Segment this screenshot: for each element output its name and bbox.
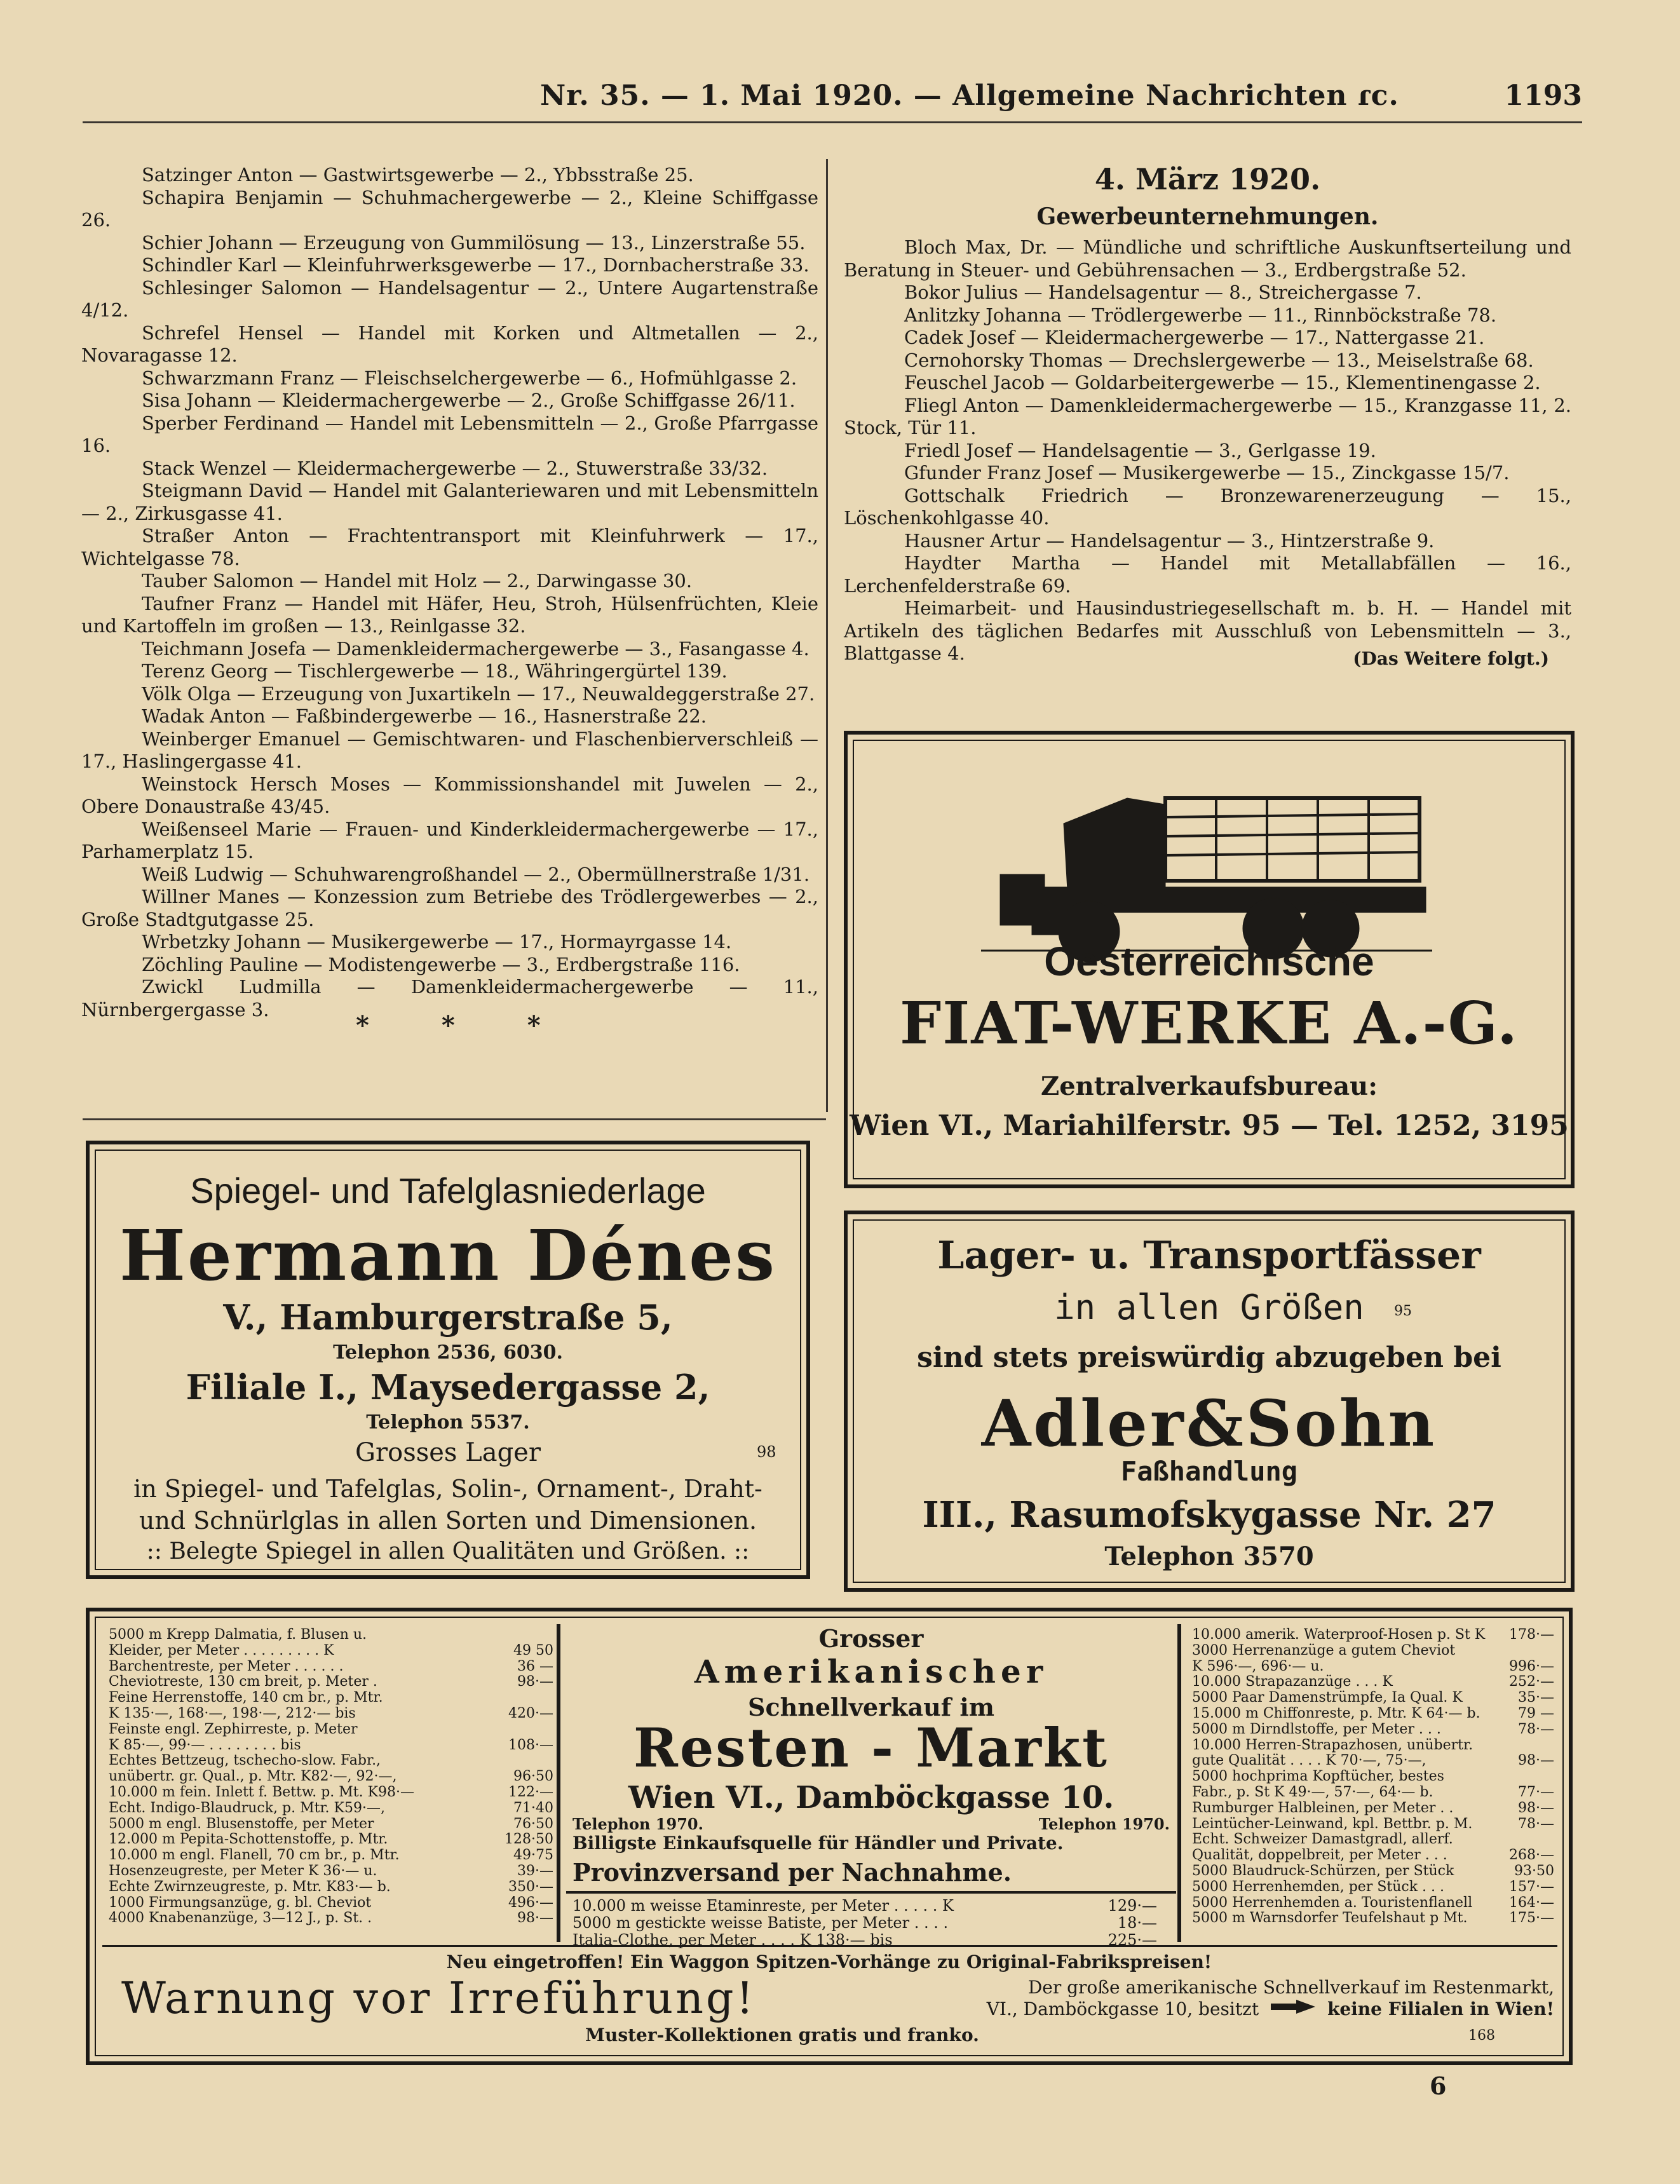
fiat-line3: Zentralverkaufsbureau: (1041, 1071, 1378, 1101)
ad-adler (844, 1211, 1575, 1592)
price-row (1192, 1674, 1554, 1690)
price-item: K 135·—, 168·—, 198·—, 212·— bis (109, 1705, 356, 1721)
section-stars: * * * (356, 1010, 572, 1040)
page-header (83, 79, 1582, 118)
price-value: 77·— (1518, 1784, 1554, 1800)
price-row (1192, 1801, 1554, 1817)
price-item: Echt. Schweizer Damastgradl, allerf. (1192, 1831, 1453, 1848)
resten-muster: Muster-Kollektionen gratis und franko. (585, 2025, 979, 2045)
price-row (1192, 1738, 1554, 1754)
adler-line3: sind stets preiswürdig abzugeben bei (917, 1341, 1501, 1374)
price-value: 996·— (1509, 1658, 1554, 1674)
price-row (1192, 1785, 1554, 1801)
entry: Straßer Anton — Frachtentransport mit Kleinfuhrwerk — 17., Wichtelgasse 78. (81, 525, 818, 569)
price-value: 49 50 (513, 1642, 553, 1658)
resten-tel-left: Telephon 1970. (572, 1815, 703, 1833)
price-item: 5000 Blaudruck-Schürzen, per Stück (1192, 1862, 1454, 1879)
footer-number: 6 (1430, 2072, 1447, 2100)
price-value: 350·— (508, 1878, 553, 1895)
resten-warn-r1: Der große amerikanische Schnellverkauf im Restenmarkt, (1027, 1977, 1554, 1998)
entry: Schrefel Hensel — Handel mit Korken und Altmetallen — 2., Novaragasse 12. (81, 322, 818, 366)
price-row (109, 1738, 553, 1754)
entry: Wadak Anton — Faßbindergewerbe — 16., Hasnerstraße 22. (142, 705, 707, 727)
ad-denes (86, 1141, 810, 1579)
price-item: 10.000 m weisse Etaminreste, per Meter . . . . . K (572, 1897, 954, 1915)
entry: Weißenseel Marie — Frauen- und Kinderkleidermachergewerbe — 17., Parhamerplatz 15. (81, 818, 818, 862)
price-value: 252·— (1509, 1674, 1554, 1690)
price-item: 3000 Herrenanzüge a gutem Cheviot (1192, 1642, 1456, 1658)
resten-warn-right (893, 1977, 1554, 2020)
price-value: 18·— (1117, 1914, 1157, 1932)
price-row (1192, 1911, 1554, 1927)
resten-center-list (572, 1897, 1157, 1949)
price-row (109, 1769, 553, 1785)
entry: Haydter Martha — Handel mit Metallabfällen — 16., Lerchenfelderstraße 69. (844, 552, 1571, 597)
right-column-entries (844, 236, 1571, 665)
header-title: Nr. 35. — 1. Mai 1920. — Allgemeine Nachrichten ɾc. (540, 79, 1399, 112)
entry: Schier Johann — Erzeugung von Gummilösung — 13., Linzerstraße 55. (142, 231, 806, 254)
price-value: 496·— (508, 1894, 553, 1911)
price-value: 76·50 (513, 1815, 553, 1832)
entry: Wrbetzky Johann — Musikergewerbe — 17., Hormayrgasse 14. (142, 931, 732, 953)
price-row (109, 1643, 553, 1659)
section-heading: Gewerbeunternehmungen. (1036, 203, 1379, 230)
resten-provinz: Provinzversand per Nachnahme. (572, 1858, 1012, 1887)
resten-warn-r2: VI., Damböckgasse 10, besitzt (986, 1998, 1259, 2019)
price-value: 420·— (508, 1705, 553, 1721)
price-item: Echt. Indigo-Blaudruck, p. Mtr. K59·—, (109, 1800, 385, 1816)
price-item: K 85·—, 99·— . . . . . . . . bis (109, 1737, 301, 1753)
fiat-name: FIAT-WERKE A.-G. (899, 989, 1519, 1057)
fiat-line1: Oesterreichische (1044, 939, 1374, 984)
price-item: 5000 hochprima Kopftücher, bestes (1192, 1768, 1444, 1785)
entry: Gottschalk Friedrich — Bronzewarenerzeugung — 15., Löschenkohlgasse 40. (844, 484, 1571, 529)
price-item: Italia-Clothe, per Meter . . . . K 138·— bis (572, 1931, 893, 1949)
page-number: 1193 (1504, 79, 1582, 112)
price-row (1192, 1690, 1554, 1706)
price-row (1192, 1817, 1554, 1833)
price-row (1192, 1722, 1554, 1738)
price-item: Fabr., p. St K 49·—, 57·—, 64·— b. (1192, 1784, 1433, 1800)
price-item: 12.000 m Pepita-Schottenstoffe, p. Mtr. (109, 1831, 388, 1848)
price-row (1192, 1627, 1554, 1643)
price-value: 128·50 (505, 1831, 553, 1848)
entry: Stack Wenzel — Kleidermachergewerbe — 2., Stuwerstraße 33/32. (142, 457, 768, 479)
price-item: Echtes Bettzeug, tschecho-slow. Fabr., (109, 1753, 381, 1769)
adler-num: 95 (1394, 1303, 1412, 1319)
price-row (109, 1690, 553, 1706)
denes-name: Hermann Dénes (119, 1214, 777, 1296)
entry: Anlitzky Johanna — Trödlergewerbe — 11., Rinnböckstraße 78. (904, 304, 1497, 326)
price-value: 157·— (1509, 1878, 1554, 1895)
resten-schnellverkauf: Schnellverkauf im (748, 1693, 994, 1721)
price-item: Echte Zwirnzeugreste, p. Mtr. K83·— b. (109, 1878, 391, 1895)
resten-markt: Resten - Markt (633, 1716, 1109, 1779)
adler-addr: III., Rasumofskygasse Nr. 27 (922, 1494, 1496, 1536)
price-item: Leintücher-Leinwand, kpl. Bettbr. p. M. (1192, 1815, 1473, 1832)
entry: Schwarzmann Franz — Fleischselchergewerbe — 6., Hofmühlgasse 2. (142, 367, 797, 389)
resten-warnung: Warnung vor Irreführung! (121, 1974, 756, 2024)
price-value: 71·40 (513, 1800, 553, 1816)
entry: Fliegl Anton — Damenkleidermachergewerbe — 15., Kranzgasse 11, 2. Stock, Tür 11. (844, 394, 1571, 438)
price-row (1192, 1880, 1554, 1896)
adler-tel: Telephon 3570 (1104, 1542, 1314, 1571)
price-value: 268·— (1509, 1847, 1554, 1864)
price-row (1192, 1706, 1554, 1722)
price-row (109, 1911, 553, 1927)
price-item: Kleider, per Meter . . . . . . . . . K (109, 1642, 334, 1658)
price-row (109, 1722, 553, 1738)
entry: Sperber Ferdinand — Handel mit Lebensmitteln — 2., Große Pfarrgasse 16. (81, 412, 818, 456)
adler-name: Adler&Sohn (981, 1386, 1437, 1461)
price-row (109, 1817, 553, 1833)
price-item: 5000 m Dirndlstoffe, per Meter . . . (1192, 1721, 1441, 1737)
price-value: 178·— (1509, 1627, 1554, 1643)
denes-body2: und Schnürlglas in allen Sorten und Dimensionen. (139, 1507, 757, 1535)
price-item: 5000 Paar Damenstrümpfe, Ia Qual. K (1192, 1690, 1463, 1706)
price-value: 98·— (517, 1910, 553, 1927)
price-value: 98·— (517, 1674, 553, 1690)
price-row (109, 1880, 553, 1896)
entry: Zöchling Pauline — Modistengewerbe — 3., Erdbergstraße 116. (142, 953, 740, 975)
price-row (109, 1848, 553, 1864)
price-item: unübertr. gr. Qual., p. Mtr. K82·—, 92·—, (109, 1768, 397, 1785)
price-row (1192, 1643, 1554, 1659)
price-value: 129·— (1108, 1897, 1157, 1915)
price-row (109, 1832, 553, 1848)
price-row (1192, 1832, 1554, 1848)
entry: Gfunder Franz Josef — Musikergewerbe — 15., Zinckgasse 15/7. (904, 462, 1510, 484)
pointing-hand-icon (1271, 1998, 1315, 2020)
resten-neu: Neu eingetroffen! Ein Waggon Spitzen-Vorhänge zu Original-Fabrikspreisen! (446, 1951, 1212, 1972)
price-item: 15.000 m Chiffonreste, p. Mtr. K 64·— b. (1192, 1705, 1480, 1721)
price-value: 122·— (508, 1784, 553, 1800)
entry: Schlesinger Salomon — Handelsagentur — 2., Untere Augartenstraße 4/12. (81, 276, 818, 321)
price-item: 10.000 Strapazanzüge . . . K (1192, 1674, 1393, 1690)
left-rule (83, 1118, 826, 1120)
price-item: 5000 m engl. Blusenstoffe, per Meter (109, 1815, 374, 1832)
price-item: 10.000 amerik. Waterproof-Hosen p. St K (1192, 1627, 1486, 1643)
entry: Friedl Josef — Handelsagentie — 3., Gerlgasse 19. (904, 439, 1376, 461)
entry: Weinberger Emanuel — Gemischtwaren- und Flaschenbierverschleiß — 17., Haslingergasse 41. (81, 728, 818, 772)
ad-resten (86, 1608, 1573, 2065)
entry: Zwickl Ludmilla — Damenkleidermachergewerbe — 11., Nürnbergergasse 3. (81, 976, 818, 1021)
price-row (109, 1753, 553, 1769)
price-row (1192, 1848, 1554, 1864)
price-value: 96·50 (513, 1768, 553, 1785)
price-row (572, 1915, 1157, 1932)
header-rule (83, 121, 1582, 123)
price-row (109, 1785, 553, 1801)
price-item: 5000 m gestickte weisse Batiste, per Meter . . . . (572, 1914, 949, 1932)
entry: Terenz Georg — Tischlergewerbe — 18., Währingergürtel 139. (142, 660, 728, 682)
price-item: 5000 Herrenhemden a. Touristenflanell (1192, 1894, 1473, 1911)
price-row (109, 1674, 553, 1690)
price-item: Cheviotreste, 130 cm breit, p. Meter . (109, 1674, 377, 1690)
price-item: 5000 Herrenhemden, per Stück . . . (1192, 1878, 1445, 1895)
entry: Cadek Josef — Kleidermachergewerbe — 17., Nattergasse 21. (904, 327, 1485, 348)
resten-billigste: Billigste Einkaufsquelle für Händler und Private. (572, 1833, 1064, 1854)
price-row (109, 1896, 553, 1911)
resten-center (566, 1624, 1176, 1949)
resten-right-list (1192, 1627, 1554, 1927)
entry: Tauber Salomon — Handel mit Holz — 2., Darwingasse 30. (142, 570, 693, 592)
resten-warn-r3: keine Filialen in Wien! (1327, 1998, 1554, 2019)
adler-line2: in allen Größen (1054, 1287, 1364, 1327)
entry: Teichmann Josefa — Damenkleidermachergewerbe — 3., Fasangasse 4. (142, 637, 810, 660)
price-row (109, 1864, 553, 1880)
resten-tel-right: Telephon 1970. (1039, 1815, 1170, 1833)
price-item: Qualität, doppelbreit, per Meter . . . (1192, 1847, 1447, 1864)
entry: Schindler Karl — Kleinfuhrwerksgewerbe — 17., Dornbacherstraße 33. (142, 254, 810, 276)
ad-fiat (844, 731, 1575, 1188)
entry: Weinstock Hersch Moses — Kommissionshandel mit Juwelen — 2., Obere Donaustraße 43/45. (81, 773, 818, 817)
denes-lager: Grosses Lager (355, 1438, 541, 1467)
entry: Steigmann David — Handel mit Galanteriewaren und mit Lebensmitteln — 2., Zirkusgasse 41. (81, 480, 818, 524)
denes-num: 98 (757, 1443, 776, 1461)
price-row (1192, 1864, 1554, 1880)
price-value: 98·— (1518, 1753, 1554, 1769)
price-item: 5000 m Krepp Dalmatia, f. Blusen u. (109, 1627, 367, 1643)
resten-grosser: Grosser (818, 1624, 924, 1653)
price-value: 93·50 (1514, 1862, 1554, 1879)
date-heading: 4. März 1920. (1094, 162, 1321, 196)
price-value: 164·— (1509, 1894, 1554, 1911)
resten-addr: Wien VI., Damböckgasse 10. (628, 1780, 1114, 1815)
adler-line4: Faßhandlung (1120, 1456, 1298, 1487)
price-item: K 596·—, 696·— u. (1192, 1658, 1324, 1674)
entry: Taufner Franz — Handel mit Häfer, Heu, Stroh, Hülsenfrüchten, Kleie und Kartoffeln im großen — 13., Reinlgasse 32. (81, 592, 818, 637)
price-item: 1000 Firmungsanzüge, g. bl. Cheviot (109, 1894, 372, 1911)
price-item: 5000 m Warnsdorfer Teufelshaut p Mt. (1192, 1910, 1468, 1927)
entry: Schapira Benjamin — Schuhmachergewerbe — 2., Kleine Schiffgasse 26. (81, 186, 818, 231)
entry: Bokor Julius — Handelsagentur — 8., Streichergasse 7. (904, 281, 1422, 303)
denes-tel2: Telephon 5537. (366, 1411, 530, 1434)
price-value: 36 — (517, 1658, 553, 1674)
price-row (109, 1801, 553, 1817)
price-value: 108·— (508, 1737, 553, 1753)
price-row (1192, 1659, 1554, 1675)
denes-body3: :: Belegte Spiegel in allen Qualitäten und Größen. :: (146, 1538, 750, 1564)
denes-addr1: V., Hamburgerstraße 5, (223, 1297, 673, 1338)
entry: Weiß Ludwig — Schuhwarengroßhandel — 2., Obermüllnerstraße 1/31. (142, 863, 810, 885)
column-divider (826, 159, 828, 1112)
price-value: 78·— (1518, 1721, 1554, 1737)
continued-note: (Das Weitere folgt.) (1353, 648, 1549, 669)
price-value: 49·75 (513, 1847, 553, 1864)
price-item: Hosenzeugreste, per Meter K 36·— u. (109, 1862, 377, 1879)
price-item: Rumburger Halbleinen, per Meter . . (1192, 1800, 1454, 1816)
price-row (109, 1659, 553, 1675)
price-item: Feinste engl. Zephirreste, p. Meter (109, 1721, 358, 1737)
entry: Willner Manes — Konzession zum Betriebe des Trödlergewerbes — 2., Große Stadtgutgasse 25. (81, 886, 818, 930)
entry: Cernohorsky Thomas — Drechslergewerbe — 13., Meiselstraße 68. (904, 349, 1534, 371)
price-item: 4000 Knabenanzüge, 3—12 J., p. St. . (109, 1910, 372, 1927)
price-value: 175·— (1509, 1910, 1554, 1927)
entry: Satzinger Anton — Gastwirtsgewerbe — 2., Ybbsstraße 25. (142, 164, 694, 186)
price-item: Barchentreste, per Meter . . . . . . (109, 1658, 344, 1674)
price-row (1192, 1896, 1554, 1911)
denes-body1: in Spiegel- und Tafelglas, Solin-, Ornament-, Draht- (133, 1475, 762, 1503)
entry: Bloch Max, Dr. — Mündliche und schriftliche Auskunftserteilung und Beratung in Steuer- und Gebührensachen — 3., Erdbergstraße 52. (844, 236, 1571, 281)
entry: Feuschel Jacob — Goldarbeitergewerbe — 15., Klementinengasse 2. (904, 372, 1541, 393)
price-row (1192, 1753, 1554, 1769)
price-row (572, 1897, 1157, 1915)
resten-num: 168 (1468, 2028, 1495, 2044)
price-value: 39·— (517, 1862, 553, 1879)
resten-left-list (109, 1627, 553, 1927)
denes-tel1: Telephon 2536, 6030. (333, 1341, 563, 1364)
price-item: 10.000 m fein. Inlett f. Bettw. p. Mt. K98·— (109, 1784, 415, 1800)
price-value: 78·— (1518, 1815, 1554, 1832)
left-column-entries (81, 164, 818, 1021)
denes-addr2: Filiale I., Maysedergasse 2, (186, 1367, 710, 1407)
entry: Hausner Artur — Handelsagentur — 3., Hintzerstraße 9. (904, 529, 1435, 552)
price-value: 79 — (1518, 1705, 1554, 1721)
resten-amerikanischer: Amerikanischer (694, 1653, 1048, 1690)
price-value: 98·— (1518, 1800, 1554, 1816)
fiat-line4: Wien VI., Mariahilferstr. 95 — Tel. 1252, 3195 (850, 1109, 1569, 1142)
entry: Sisa Johann — Kleidermachergewerbe — 2., Große Schiffgasse 26/11. (142, 390, 796, 411)
price-row (109, 1706, 553, 1722)
price-value: 35·— (1518, 1690, 1554, 1706)
price-row (1192, 1769, 1554, 1785)
price-row (109, 1627, 553, 1643)
price-item: 10.000 Herren-Strapazhosen, unübertr. (1192, 1737, 1473, 1753)
price-item: Feine Herrenstoffe, 140 cm br., p. Mtr. (109, 1690, 383, 1706)
price-value: 225·— (1108, 1931, 1157, 1949)
entry: Heimarbeit- und Hausindustriegesellschaft m. b. H. — Handel mit Artikeln des täglichen Bedarfes mit Ausschluß von Lebensmitteln — 3., Blattgasse 4. (844, 597, 1571, 664)
price-item: gute Qualität . . . . K 70·—, 75·—, (1192, 1753, 1426, 1769)
entry: Völk Olga — Erzeugung von Juxartikeln — 17., Neuwaldeggerstraße 27. (142, 682, 815, 705)
adler-line1: Lager- u. Transportfässer (937, 1233, 1481, 1278)
denes-line1: Spiegel- und Tafelglasniederlage (190, 1170, 706, 1211)
price-item: 10.000 m engl. Flanell, 70 cm br., p. Mtr. (109, 1847, 400, 1864)
